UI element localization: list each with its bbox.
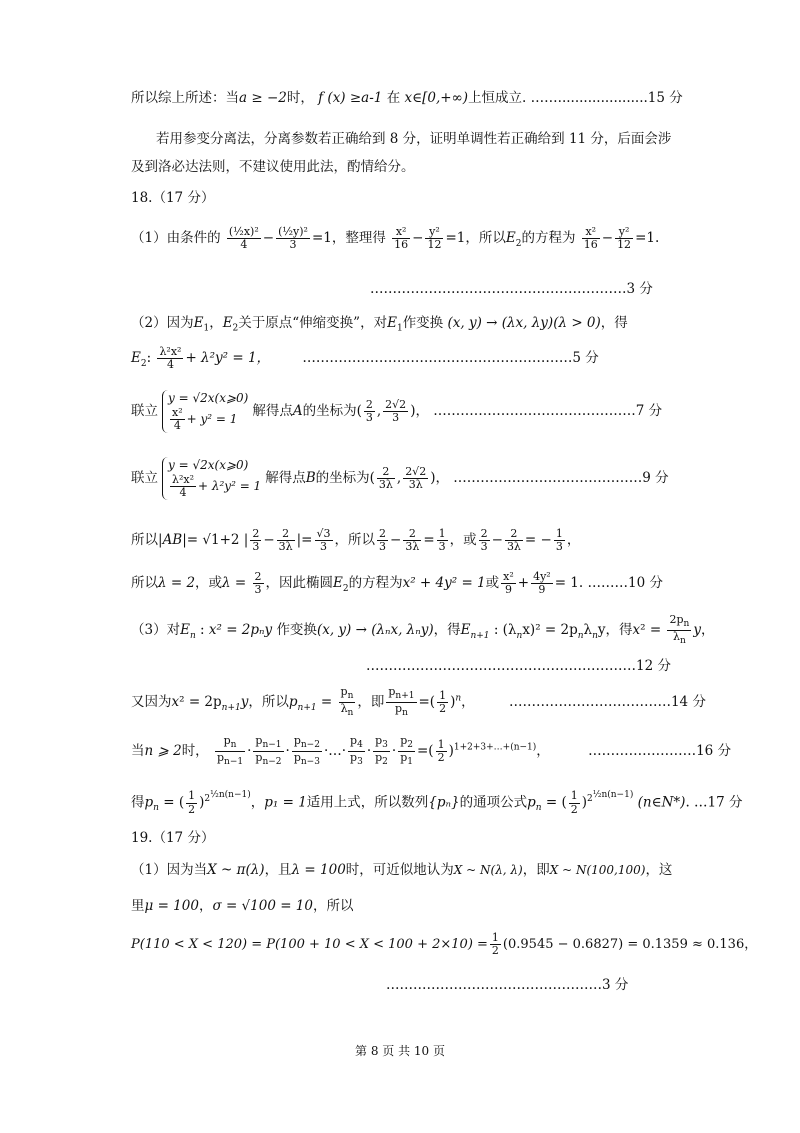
score: 15 分 [647, 90, 683, 106]
q18-p1-score-line: …………………………………………………3 分 [370, 281, 653, 297]
q18-part1: （1）由条件的 $\frac{\text{(½x)²}}{4}$ − $\frac{\text{(½y)²}}{3}$ =1，整理得 $\frac{\text{x²}}{16}$ − $\frac{\text{y²}}{12}$ =1，所以$E_2$的方程为 $\frac{\text{x²}}{16}$ − $\frac{\text{y²}}{12}$ =1. [131, 225, 660, 252]
q19-part1: （1）因为当X ~ π(λ)，且λ = 100时，可近似地认为X ~ N(λ, λ)，即X ~ N(100,100)，这 [131, 862, 673, 878]
fraction: $\frac{\text{x²}}{16}$ [394, 225, 409, 252]
q18-part2: （2）因为$E_1$，$E_2$关于原点“伸缩变换”，对$E_1$作变换 (x, y) → (λx, λy)(λ > 0)，得 [131, 315, 628, 334]
q18-part4: 又因为$x^2 = 2p_{n+1}y$，所以$p_{n+1}$ = $\frac{p_n}{\lambda_n}$ ，即 $\frac{p_{n+1}}{p_n}$ =( $\frac{1}{2}$ )$^n$， ………………………………14 分 [131, 685, 706, 719]
q18-part3: （3）对$E_n$ : x² = 2pₙy 作变换(x, y) → (λₙx, λₙy)，得$E_{n+1}$ : $(\lambda_nx)^2 = 2p_n\lambda_ny$，得x² = $\frac{2p_n}{\lambda_n}$ y， [131, 613, 715, 647]
equation-system: y = √2x(x⩾0) $\frac{\text{λ²x²}}{4}$ + λ²y² = 1 [162, 457, 261, 500]
q19-heading: 19.（17 分） [131, 830, 215, 846]
q18-system-b: 联立 y = √2x(x⩾0) $\frac{\text{λ²x²}}{4}$ + λ²y² = 1 解得点B的坐标为( $\frac{2}{3\lambda}$ , $\frac{2√2}{3\lambda}$ )， ……………………………………9 分 [131, 458, 669, 500]
q19-probability: P(110 < X < 120) = P(100 + 10 < X < 100 + 2×10) = $\frac{1}{2}$ (0.9545 − 0.6827) = 0.1359 ≈ 0.136， [131, 931, 758, 958]
page-footer: 第 8 页 共 10 页 [355, 1044, 445, 1058]
q18-part5: 当n ⩾ 2时， $\frac{p_n}{p_{n-1}}$ · $\frac{p_{n-1}}{p_{n-2}}$ · $\frac{p_{n-2}}{p_{n-3}}$ ·…· $\frac{p_4}{p_3}$ · $\frac{p_3}{p_2}$ · $\frac{p_2}{p_1}$ =( $\frac{1}{2}$ )$^{1+2+3+\dots+(n-1)}$， ……………………16 分 [131, 734, 732, 768]
q18-p3-score-line: ……………………………………………………12 分 [366, 658, 671, 674]
summary-line: 所以综上所述：当a ≥ −2时， f (x) ≥a-1 在 x∈[0,+∞)上恒成立. …….....................15 分 [131, 90, 683, 106]
note-line-1: 若用参变分离法，分离参数若正确给到 8 分，证明单调性若正确给到 11 分，后面会涉 [156, 131, 672, 147]
q18-ab-length: 所以|AB|= √1+2 | $\frac{2}{3}$ − $\frac{2}{3\lambda}$ |= $\frac{√3}{3}$ ，所以 $\frac{2}{3}$ − $\frac{2}{3\lambda}$ = $\frac{1}{3}$ ，或 $\frac{2}{3}$ − $\frac{2}{3\lambda}$ = − $\frac{1}{3}$ ， [131, 527, 581, 554]
fraction: $\frac{\text{(½y)²}}{3}$ [278, 225, 308, 252]
fraction: $\frac{\text{(½x)²}}{4}$ [228, 225, 259, 252]
note-line-2: 及到洛必达法则，不建议使用此法，酌情给分。 [131, 159, 415, 175]
q18-p2-equation: $E_2$: $\frac{\text{λ²x²}}{4}$ + λ²y² = 1， ……………………………………………………5 分 [131, 345, 599, 372]
q19-p1-score-line: …………………………………………3 分 [386, 977, 629, 993]
q18-heading: 18.（17 分） [131, 190, 215, 206]
q18-system-a: 联立 y = √2x(x⩾0) $\frac{\text{x²}}{4}$ + y² = 1 解得点A的坐标为( $\frac{2}{3}$ , $\frac{2√2}{3}$ )， ………………………………………7 分 [131, 391, 663, 433]
fraction: $\frac{\text{x²}}{16}$ [583, 225, 598, 252]
q18-part6: 得$p_n$ = ( $\frac{1}{2}$ )$^{2^{\frac{1}{2}n(n-1)}}$，p₁ = 1适用上式，所以数列{pₙ}的通项公式$p_n$ = ( $\frac{1}{2}$ )$^{2^{\frac{1}{2}n(n-1)}}$ (n∈N*). …17 分 [131, 789, 743, 816]
fraction: $\frac{\text{y²}}{12}$ [427, 225, 442, 252]
q19-part1-cont: 里μ = 100，σ = √100 = 10，所以 [131, 898, 354, 914]
equation-system: y = √2x(x⩾0) $\frac{\text{x²}}{4}$ + y² = 1 [162, 390, 248, 433]
fraction: $\frac{\text{y²}}{12}$ [617, 225, 632, 252]
q18-lambda-result: 所以λ = 2，或λ = $\frac{2}{3}$ ，因此椭圆$E_2$的方程为x² + 4y² = 1或 $\frac{\text{x²}}{9}$ + $\frac{\text{4y²}}{9}$ = 1. ………10 分 [131, 570, 663, 597]
